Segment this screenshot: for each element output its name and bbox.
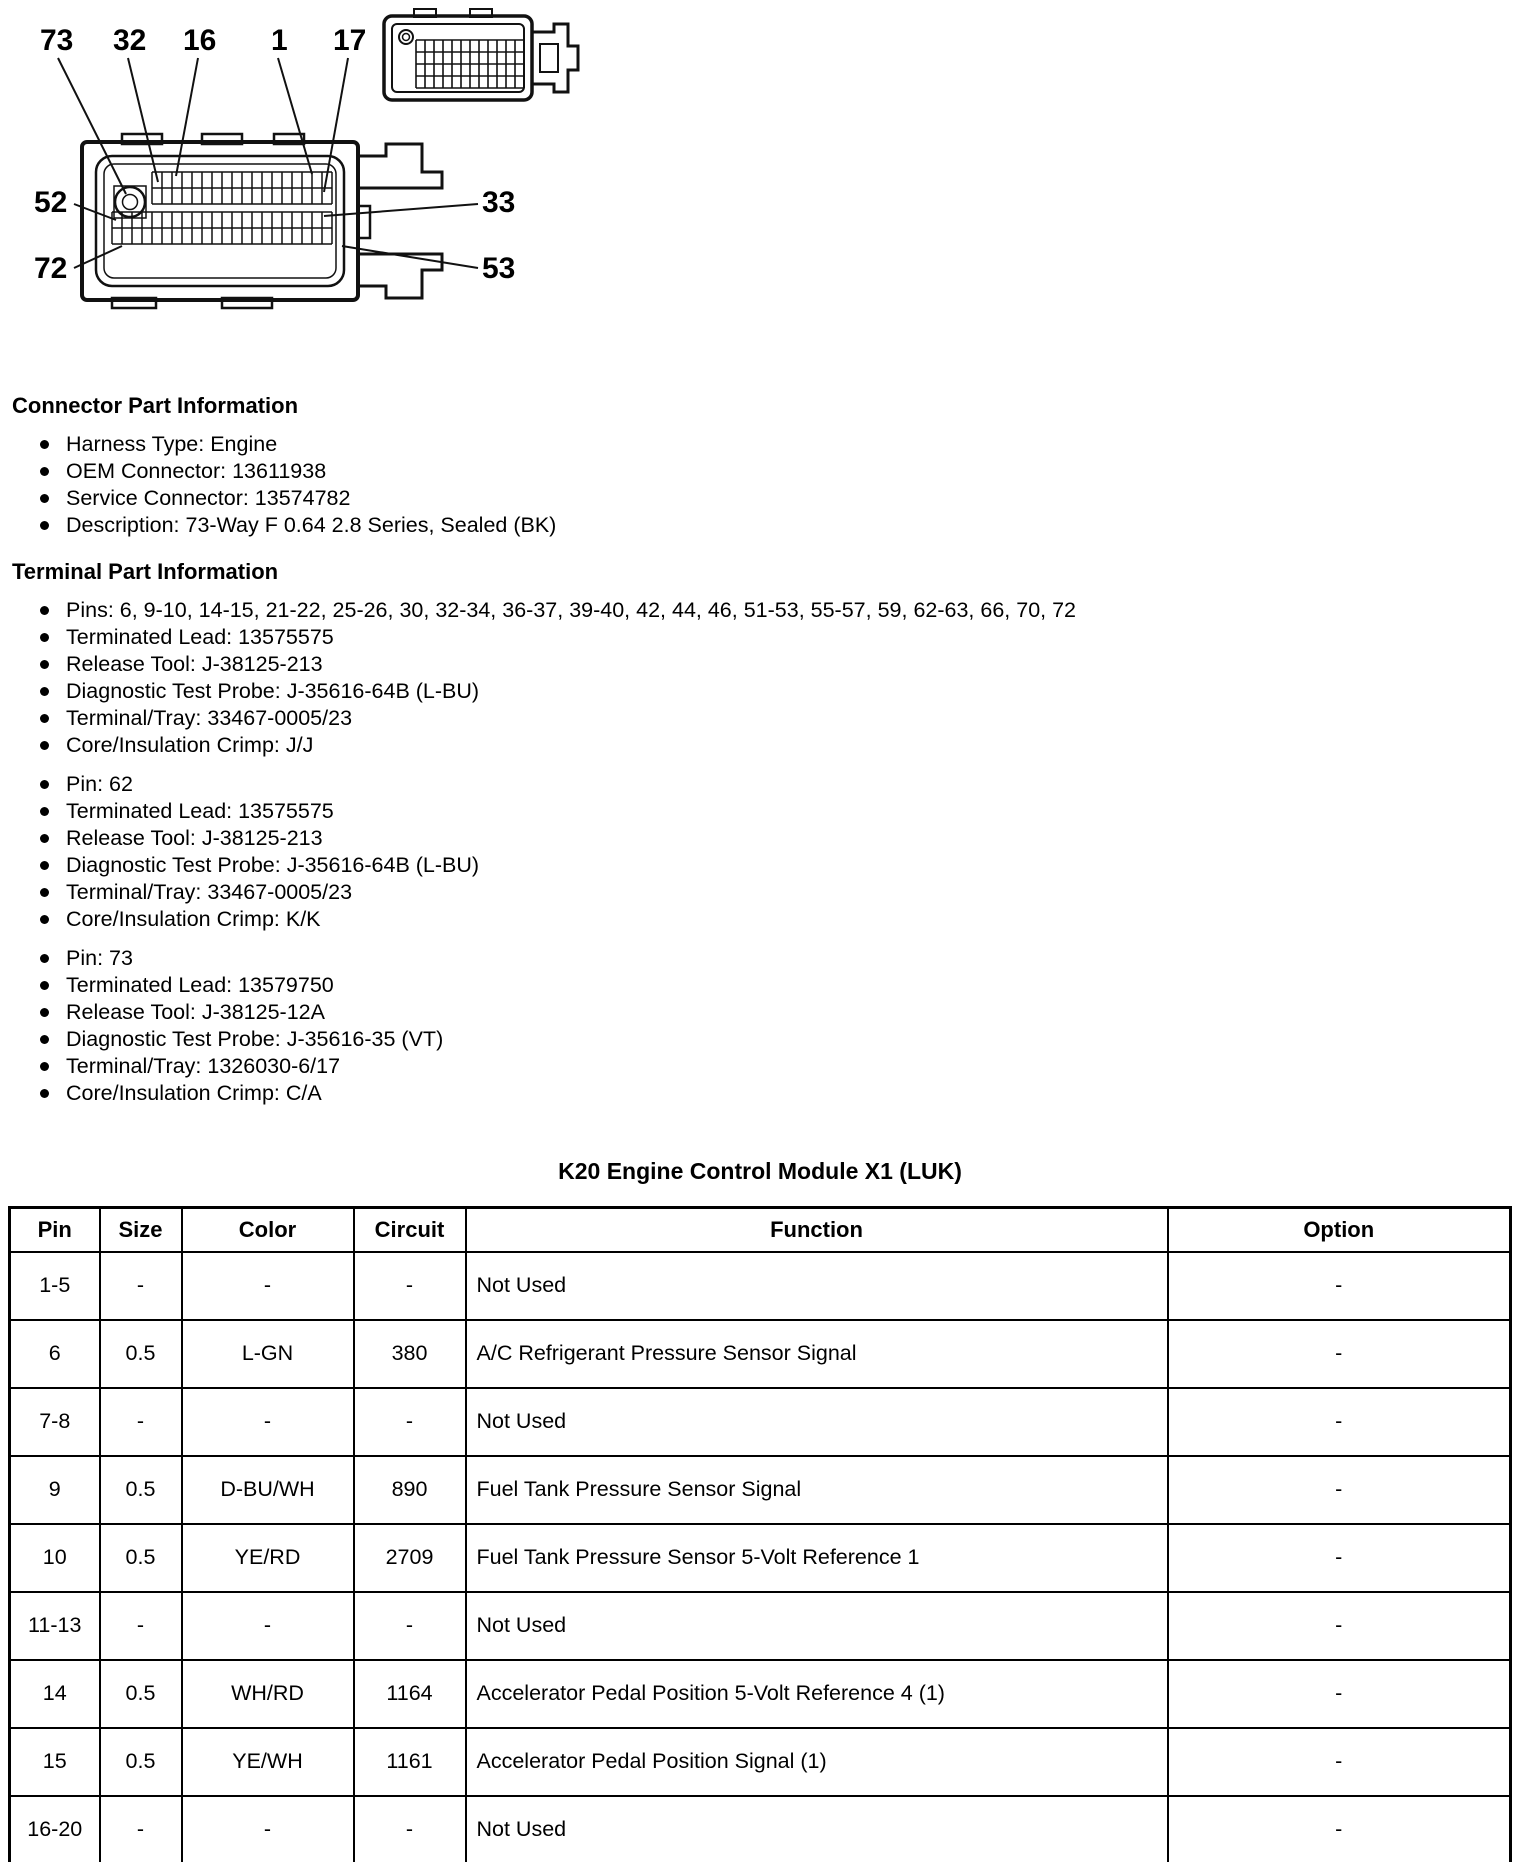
table-cell: 16-20 [10, 1796, 100, 1862]
terminal-group [12, 945, 1506, 1107]
callout-32: 32 [113, 24, 147, 57]
table-row [10, 1592, 1511, 1660]
list-item-text: Pin: 62 [66, 772, 133, 796]
table-cell: 15 [10, 1728, 100, 1796]
table-cell: D-BU/WH [182, 1456, 354, 1524]
bullet-icon [40, 954, 49, 963]
list-item-text: Diagnostic Test Probe: J-35616-64B (L-BU) [66, 853, 480, 877]
table-cell: 9 [10, 1456, 100, 1524]
table-cell: 2709 [354, 1524, 466, 1592]
bullet-icon [40, 1089, 49, 1098]
bullet-icon [40, 521, 49, 530]
list-item [12, 798, 1506, 825]
table-cell: YE/WH [182, 1728, 354, 1796]
list-item-text: Release Tool: J-38125-12A [66, 1000, 325, 1024]
table-cell: - [1168, 1252, 1511, 1320]
list-item [12, 732, 1506, 759]
bullet-icon [40, 660, 49, 669]
list-item [12, 1053, 1506, 1080]
callout-73: 73 [40, 24, 74, 57]
bullet-icon [40, 467, 49, 476]
list-item-text: OEM Connector: 13611938 [66, 459, 327, 483]
table-header-row [10, 1208, 1511, 1252]
callout-53: 53 [482, 252, 516, 285]
table-cell: L-GN [182, 1320, 354, 1388]
list-item [12, 624, 1506, 651]
table-cell: 7-8 [10, 1388, 100, 1456]
list-item [12, 431, 1506, 458]
table-cell: - [100, 1796, 182, 1862]
table-cell: - [1168, 1456, 1511, 1524]
column-header: Size [100, 1208, 182, 1252]
table-cell: 0.5 [100, 1660, 182, 1728]
list-item-text: Release Tool: J-38125-213 [66, 826, 323, 850]
list-item-text: Terminated Lead: 13575575 [66, 799, 334, 823]
table-cell: - [182, 1592, 354, 1660]
table-cell: 14 [10, 1660, 100, 1728]
table-cell: Fuel Tank Pressure Sensor 5-Volt Reference 1 [466, 1524, 1168, 1592]
bullet-icon [40, 1062, 49, 1071]
table-cell: - [354, 1388, 466, 1456]
text-content [12, 393, 1506, 1107]
table-cell: Not Used [466, 1388, 1168, 1456]
table-row [10, 1320, 1511, 1388]
table-cell: A/C Refrigerant Pressure Sensor Signal [466, 1320, 1168, 1388]
connector-info-list [12, 431, 1506, 539]
column-header: Pin [10, 1208, 100, 1252]
bullet-icon [40, 633, 49, 642]
list-item [12, 945, 1506, 972]
table-cell: - [1168, 1388, 1511, 1456]
list-item-text: Terminal/Tray: 33467-0005/23 [66, 880, 353, 904]
column-header: Option [1168, 1208, 1511, 1252]
list-item [12, 458, 1506, 485]
list-item-text: Terminal/Tray: 33467-0005/23 [66, 706, 353, 730]
table-cell: WH/RD [182, 1660, 354, 1728]
list-item [12, 485, 1506, 512]
table-cell: 380 [354, 1320, 466, 1388]
table-cell: - [1168, 1524, 1511, 1592]
bullet-icon [40, 981, 49, 990]
table-cell: 0.5 [100, 1456, 182, 1524]
table-row [10, 1252, 1511, 1320]
table-cell: 1164 [354, 1660, 466, 1728]
table-cell: 890 [354, 1456, 466, 1524]
table-cell: - [100, 1388, 182, 1456]
list-item-text: Diagnostic Test Probe: J-35616-35 (VT) [66, 1027, 444, 1051]
bullet-icon [40, 1035, 49, 1044]
table-cell: - [1168, 1728, 1511, 1796]
bullet-icon [40, 780, 49, 789]
connector-diagram [12, 6, 612, 351]
table-cell: - [354, 1796, 466, 1862]
bullet-icon [40, 834, 49, 843]
pinout-table [8, 1206, 1512, 1862]
bullet-icon [40, 1008, 49, 1017]
table-cell: - [100, 1252, 182, 1320]
list-item-text: Harness Type: Engine [66, 432, 278, 456]
list-item-text: Service Connector: 13574782 [66, 486, 351, 510]
list-item [12, 906, 1506, 933]
table-cell: 11-13 [10, 1592, 100, 1660]
bullet-icon [40, 888, 49, 897]
bullet-icon [40, 807, 49, 816]
bullet-icon [40, 915, 49, 924]
callout-72: 72 [34, 252, 68, 285]
list-item-text: Terminated Lead: 13579750 [66, 973, 334, 997]
list-item-text: Core/Insulation Crimp: C/A [66, 1081, 322, 1105]
table-cell: 0.5 [100, 1728, 182, 1796]
table-cell: 0.5 [100, 1320, 182, 1388]
table-row [10, 1728, 1511, 1796]
list-item-text: Pins: 6, 9-10, 14-15, 21-22, 25-26, 30, 32-34, 36-37, 39-40, 42, 44, 46, 51-53, 55-57, 59, 62-63, 66, 70, 72 [66, 598, 1077, 622]
table-row [10, 1388, 1511, 1456]
table-cell: - [1168, 1796, 1511, 1862]
list-item [12, 678, 1506, 705]
list-item-text: Core/Insulation Crimp: K/K [66, 907, 321, 931]
table-cell: - [100, 1592, 182, 1660]
terminal-group [12, 771, 1506, 933]
list-item-text: Description: 73-Way F 0.64 2.8 Series, Sealed (BK) [66, 513, 557, 537]
connector-iso-view [384, 9, 578, 100]
table-cell: YE/RD [182, 1524, 354, 1592]
bullet-icon [40, 687, 49, 696]
callout-16: 16 [183, 24, 217, 57]
callout-52: 52 [34, 186, 68, 219]
list-item [12, 1080, 1506, 1107]
table-cell: Not Used [466, 1592, 1168, 1660]
list-item-text: Pin: 73 [66, 946, 133, 970]
table-cell: - [354, 1592, 466, 1660]
column-header: Function [466, 1208, 1168, 1252]
table-cell: Accelerator Pedal Position 5-Volt Reference 4 (1) [466, 1660, 1168, 1728]
terminal-group [12, 597, 1506, 759]
list-item [12, 999, 1506, 1026]
callout-17: 17 [333, 24, 367, 57]
bullet-icon [40, 440, 49, 449]
table-cell: 0.5 [100, 1524, 182, 1592]
bullet-icon [40, 606, 49, 615]
list-item [12, 972, 1506, 999]
terminal-info-heading: Terminal Part Information [12, 559, 279, 584]
connector-info-heading: Connector Part Information [12, 393, 299, 418]
list-item [12, 705, 1506, 732]
table-row [10, 1796, 1511, 1862]
list-item [12, 597, 1506, 624]
list-item [12, 1026, 1506, 1053]
table-cell: 1161 [354, 1728, 466, 1796]
table-title: K20 Engine Control Module X1 (LUK) [558, 1158, 962, 1184]
list-item [12, 825, 1506, 852]
table-cell: Not Used [466, 1252, 1168, 1320]
bullet-icon [40, 494, 49, 503]
table-cell: Not Used [466, 1796, 1168, 1862]
table-cell: - [182, 1796, 354, 1862]
table-cell: - [1168, 1660, 1511, 1728]
table-cell: 6 [10, 1320, 100, 1388]
table-cell: - [182, 1388, 354, 1456]
connector-front-view [82, 134, 442, 308]
list-item [12, 879, 1506, 906]
list-item-text: Diagnostic Test Probe: J-35616-64B (L-BU) [66, 679, 480, 703]
table-cell: - [1168, 1592, 1511, 1660]
callout-1: 1 [271, 24, 288, 57]
column-header: Circuit [354, 1208, 466, 1252]
list-item-text: Core/Insulation Crimp: J/J [66, 733, 314, 757]
callout-leader-lines [58, 58, 478, 268]
terminal-info-groups [12, 597, 1506, 1107]
list-item-text: Release Tool: J-38125-213 [66, 652, 323, 676]
table-cell: Accelerator Pedal Position Signal (1) [466, 1728, 1168, 1796]
table-cell: 10 [10, 1524, 100, 1592]
bullet-icon [40, 714, 49, 723]
list-item-text: Terminal/Tray: 1326030-6/17 [66, 1054, 341, 1078]
table-cell: Fuel Tank Pressure Sensor Signal [466, 1456, 1168, 1524]
callout-33: 33 [482, 186, 516, 219]
table-cell: - [1168, 1320, 1511, 1388]
list-item [12, 651, 1506, 678]
table-row [10, 1660, 1511, 1728]
list-item [12, 512, 1506, 539]
table-row [10, 1456, 1511, 1524]
list-item [12, 852, 1506, 879]
column-header: Color [182, 1208, 354, 1252]
list-item [12, 771, 1506, 798]
table-row [10, 1524, 1511, 1592]
table-cell: - [354, 1252, 466, 1320]
table-cell: 1-5 [10, 1252, 100, 1320]
bullet-icon [40, 861, 49, 870]
list-item-text: Terminated Lead: 13575575 [66, 625, 334, 649]
bullet-icon [40, 741, 49, 750]
table-cell: - [182, 1252, 354, 1320]
